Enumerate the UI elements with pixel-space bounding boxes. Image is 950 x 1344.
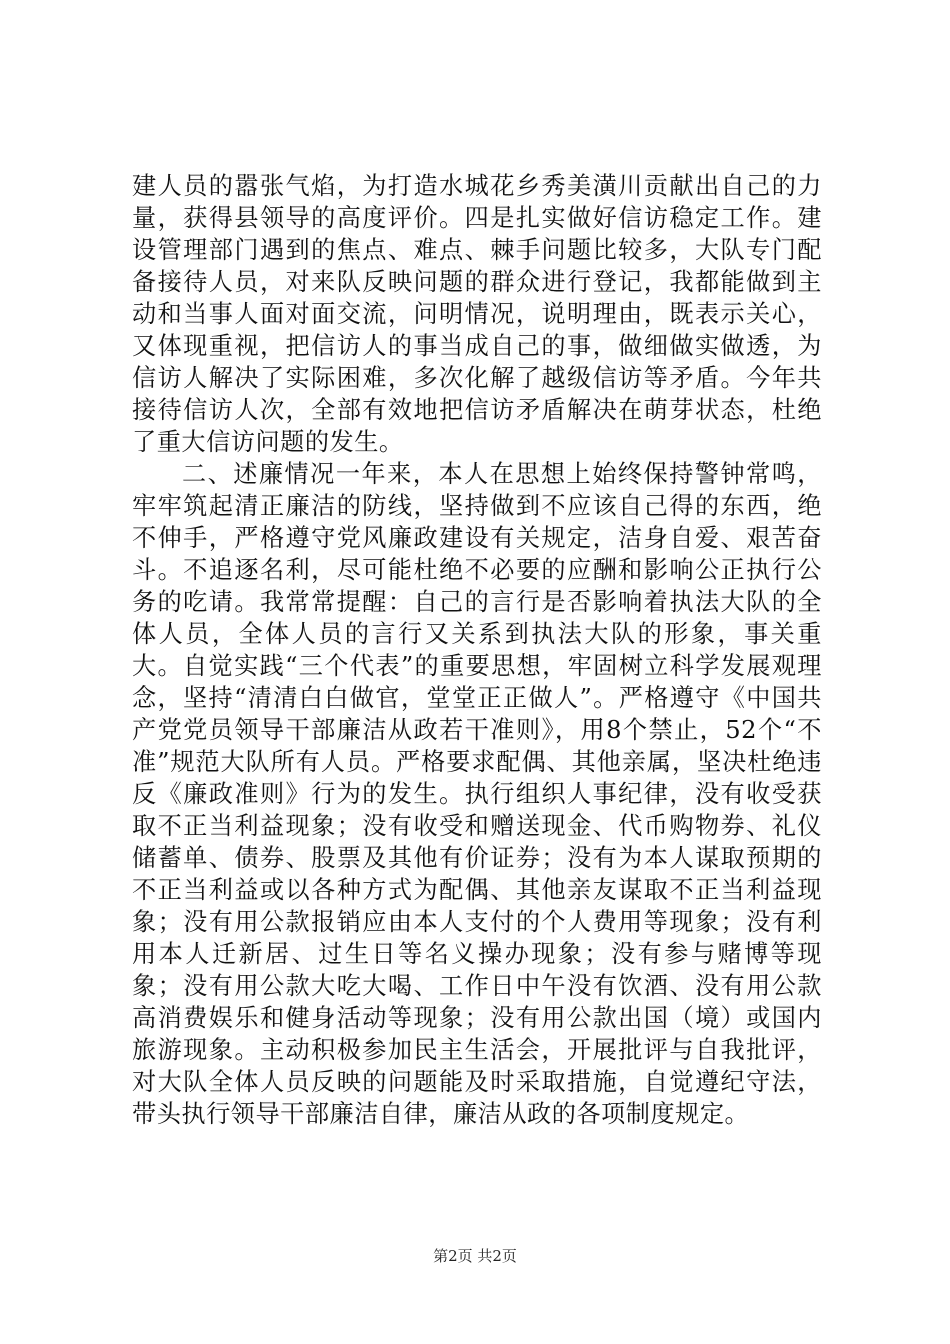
paragraph-continuation: 建人员的嚣张气焰，为打造水城花乡秀美潢川贡献出自己的力量，获得县领导的高度评价。四是扎实做好信访稳定工作。建设管理部门遇到的焦点、难点、棘手问题比较多，大队专门配备接待人员，对来队反映问题的群众进行登记，我都能做到主动和当事人面对面交流，问明情况，说明理由，既表示关心，又体现重视，把信访人的事当成自己的事，做细做实做透，为信访人解决了实际困难，多次化解了越级信访等矛盾。今年共接待信访人次，全部有效地把信访矛盾解决在萌芽状态，杜绝了重大信访问题的发生。 [132, 172, 822, 456]
document-body [132, 170, 822, 1130]
paragraph-integrity-report: 二、述廉情况一年来，本人在思想上始终保持警钟常鸣，牢牢筑起清正廉洁的防线，坚持做到不应该自己得的东西，绝不伸手，严格遵守党风廉政建设有关规定，洁身自爱、艰苦奋斗。不追逐名利，尽可能杜绝不必要的应酬和影响公正执行公务的吃请。我常常提醒：自己的言行是否影响着执法大队的全体人员，全体人员的言行又关系到执法大队的形象，事关重大。自觉实践“三个代表”的重要思想，牢固树立科学发展观理念，坚持“清清白白做官，堂堂正正做人”。严格遵守《中国共产党党员领导干部廉洁从政若干准则》，用8个禁止，52个“不准”规范大队所有人员。严格要求配偶、其他亲属，坚决杜绝违反《廉政准则》行为的发生。执行组织人事纪律，没有收受获取不正当利益现象；没有收受和赠送现金、代币购物券、礼仪储蓄单、债券、股票及其他有价证券；没有为本人谋取预期的不正当利益或以各种方式为配偶、其他亲友谋取不正当利益现象；没有用公款报销应由本人支付的个人费用等现象；没有利用本人迁新居、过生日等名义操办现象；没有参与赌博等现象；没有用公款大吃大喝、工作日中午没有饮酒、没有用公款高消费娱乐和健身活动等现象；没有用公款出国（境）或国内旅游现象。主动积极参加民主生活会，开展批评与自我批评，对大队全体人员反映的问题能及时采取措施，自觉遵纪守法，带头执行领导干部廉洁自律，廉洁从政的各项制度规定。 [132, 460, 822, 1128]
page-footer: 第2页 共2页 [433, 1247, 517, 1265]
